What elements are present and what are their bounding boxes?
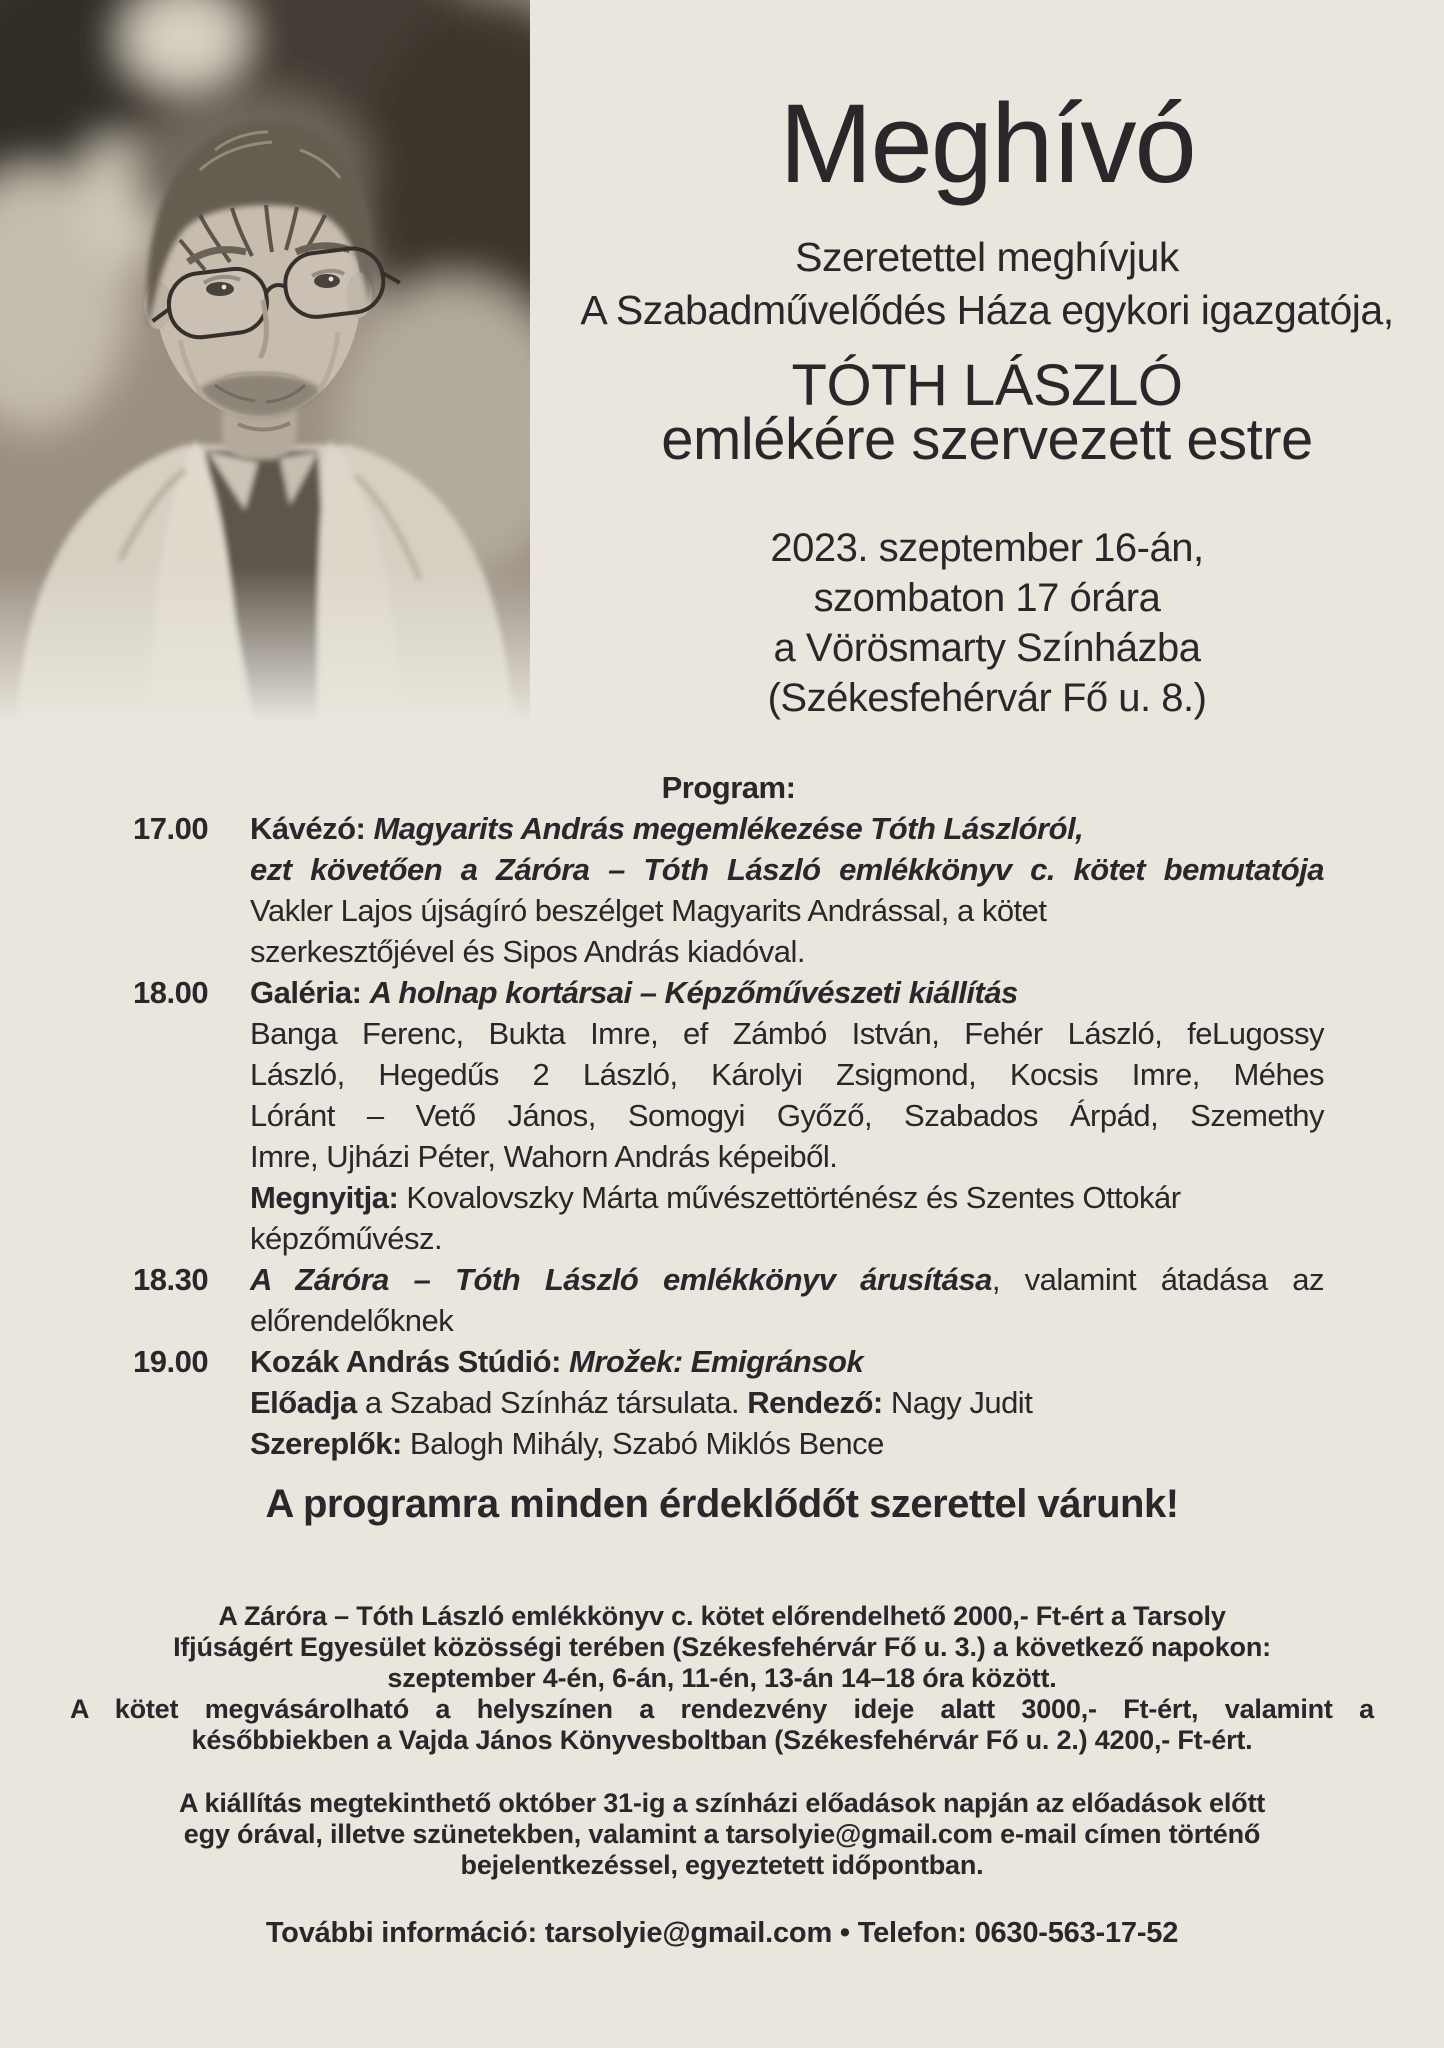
intro-line: Szeretettel meghívjuk bbox=[795, 233, 1179, 280]
text-run: Rendező: bbox=[747, 1384, 883, 1420]
program-line bbox=[250, 1341, 1324, 1382]
text-run: képzőművész. bbox=[250, 1220, 443, 1256]
text-run: a Szabad Színház társulata. bbox=[356, 1384, 748, 1420]
text-run: előrendelőknek bbox=[250, 1302, 454, 1338]
program-line bbox=[250, 1095, 1324, 1136]
event-date-location bbox=[530, 523, 1444, 723]
portrait-photo bbox=[0, 0, 530, 745]
invitation-header bbox=[530, 0, 1444, 723]
photo-bottom-fade bbox=[0, 0, 530, 745]
event-date-line: a Vörösmarty Színházba bbox=[773, 625, 1201, 670]
program-item-lines bbox=[250, 1341, 1324, 1464]
text-run: Vakler Lajos újságíró beszélget Magyarits Andrással, a kötet bbox=[250, 892, 1047, 928]
text-run: Imre, Ujházi Péter, Wahorn András képeiből. bbox=[250, 1138, 838, 1174]
program-line bbox=[250, 1300, 1324, 1341]
text-run: Kovalovszky Márta művészettörténész és Szentes Ottokár bbox=[406, 1179, 1181, 1215]
text-run: Kávézó: bbox=[250, 810, 374, 846]
text-run: ezt követően a Záróra – Tóth László emlékkönyv c. kötet bemutatója bbox=[250, 851, 1324, 887]
info-line: egy órával, illetve szünetekben, valamint a tarsolyie@gmail.com e-mail címen történő bbox=[183, 1818, 1261, 1849]
exhibition-info bbox=[70, 1788, 1374, 1881]
intro-text bbox=[530, 231, 1444, 337]
page-title: Meghívó bbox=[779, 81, 1195, 206]
program-line bbox=[250, 1382, 1324, 1423]
program-line bbox=[250, 972, 1324, 1013]
event-date-line: szombaton 17 órára bbox=[813, 575, 1161, 620]
text-run: Magyarits András megemlékezése Tóth Lászlóról, bbox=[373, 810, 1084, 846]
event-date-line: 2023. szeptember 16-án, bbox=[770, 525, 1204, 570]
program-line bbox=[250, 1013, 1324, 1054]
program-time: 18.00 bbox=[133, 974, 209, 1010]
info-line: későbbiekben a Vajda János Könyvesboltban (Székesfehérvár Fő u. 2.) 4200,- Ft-ért. bbox=[191, 1724, 1253, 1755]
intro-line: A Szabadművelődés Háza egykori igazgatója, bbox=[580, 286, 1394, 333]
text-run: Nagy Judit bbox=[882, 1384, 1033, 1420]
program-item-1800 bbox=[133, 972, 1324, 1259]
program-line bbox=[250, 890, 1324, 931]
text-run: Előadja bbox=[250, 1384, 357, 1420]
program-item-1900 bbox=[133, 1341, 1324, 1464]
honoree-name bbox=[530, 352, 1444, 472]
text-run: Galéria: bbox=[250, 974, 370, 1010]
honoree-name-line: TÓTH LÁSZLÓ bbox=[791, 352, 1183, 418]
event-date-line: (Székesfehérvár Fő u. 8.) bbox=[767, 675, 1207, 720]
program-line bbox=[250, 849, 1324, 890]
program-line bbox=[250, 1218, 1324, 1259]
program-line bbox=[250, 808, 1324, 849]
program-line bbox=[250, 1423, 1324, 1464]
program-line bbox=[250, 1177, 1324, 1218]
program-item-1830 bbox=[133, 1259, 1324, 1341]
text-run: Mrožek: Emigránsok bbox=[569, 1343, 864, 1379]
program-line bbox=[250, 931, 1324, 972]
program-heading: Program: bbox=[661, 769, 796, 805]
info-line: Ifjúságért Egyesület közösségi terében (Székesfehérvár Fő u. 3.) a következő napokon: bbox=[173, 1631, 1271, 1662]
info-line: szeptember 4-én, 6-án, 11-én, 13-án 14–18 óra között. bbox=[387, 1662, 1057, 1693]
program-item-lines bbox=[250, 972, 1324, 1259]
info-line: A Záróra – Tóth László emlékkönyv c. kötet előrendelhető 2000,- Ft-ért a Tarsoly bbox=[218, 1600, 1226, 1631]
program-line bbox=[250, 1136, 1324, 1177]
program-line bbox=[250, 1054, 1324, 1095]
program-item-1700 bbox=[133, 808, 1324, 972]
contact-footer: További információ: tarsolyie@gmail.com • Telefon: 0630-563-17-52 bbox=[265, 1916, 1179, 1949]
program-time: 17.00 bbox=[133, 810, 209, 846]
text-run: Szereplők: bbox=[250, 1425, 402, 1461]
info-line: A kötet megvásárolható a helyszínen a rendezvény ideje alatt 3000,- Ft-ért, valamint a bbox=[70, 1693, 1374, 1724]
text-run: szerkesztőjével és Sipos András kiadóval. bbox=[250, 933, 806, 969]
program-line bbox=[250, 1259, 1324, 1300]
text-run: László, Hegedűs 2 László, Károlyi Zsigmond, Kocsis Imre, Méhes bbox=[250, 1056, 1324, 1092]
text-run: Kozák András Stúdió: bbox=[250, 1343, 570, 1379]
portrait-photo-illustration bbox=[0, 0, 530, 745]
program-item-lines bbox=[250, 808, 1324, 972]
text-run: Banga Ferenc, Bukta Imre, ef Zámbó István, Fehér László, feLugossy bbox=[250, 1015, 1324, 1051]
text-run: A holnap kortársai – Képzőművészeti kiállítás bbox=[369, 974, 1018, 1010]
book-preorder-info bbox=[70, 1601, 1374, 1756]
text-run: Lóránt – Vető János, Somogyi Győző, Szabados Árpád, Szemethy bbox=[250, 1097, 1324, 1133]
text-run: Megnyitja: bbox=[250, 1179, 407, 1215]
text-run: , valamint átadása az bbox=[991, 1261, 1324, 1297]
info-line: bejelentkezéssel, egyeztetett időpontban. bbox=[460, 1849, 984, 1880]
text-run: Balogh Mihály, Szabó Miklós Bence bbox=[401, 1425, 884, 1461]
program-time: 19.00 bbox=[133, 1343, 209, 1379]
program-item-lines bbox=[250, 1259, 1324, 1341]
welcome-callout: A programra minden érdeklődőt szerettel várunk! bbox=[265, 1481, 1179, 1526]
info-line: A kiállítás megtekinthető október 31-ig a színházi előadások napján az előadások előtt bbox=[178, 1787, 1266, 1818]
program-time: 18.30 bbox=[133, 1261, 209, 1297]
program-section bbox=[133, 767, 1324, 1464]
honoree-name-line: emlékére szervezett estre bbox=[661, 406, 1313, 472]
text-run: A Záróra – Tóth László emlékkönyv árusítása bbox=[250, 1261, 992, 1297]
